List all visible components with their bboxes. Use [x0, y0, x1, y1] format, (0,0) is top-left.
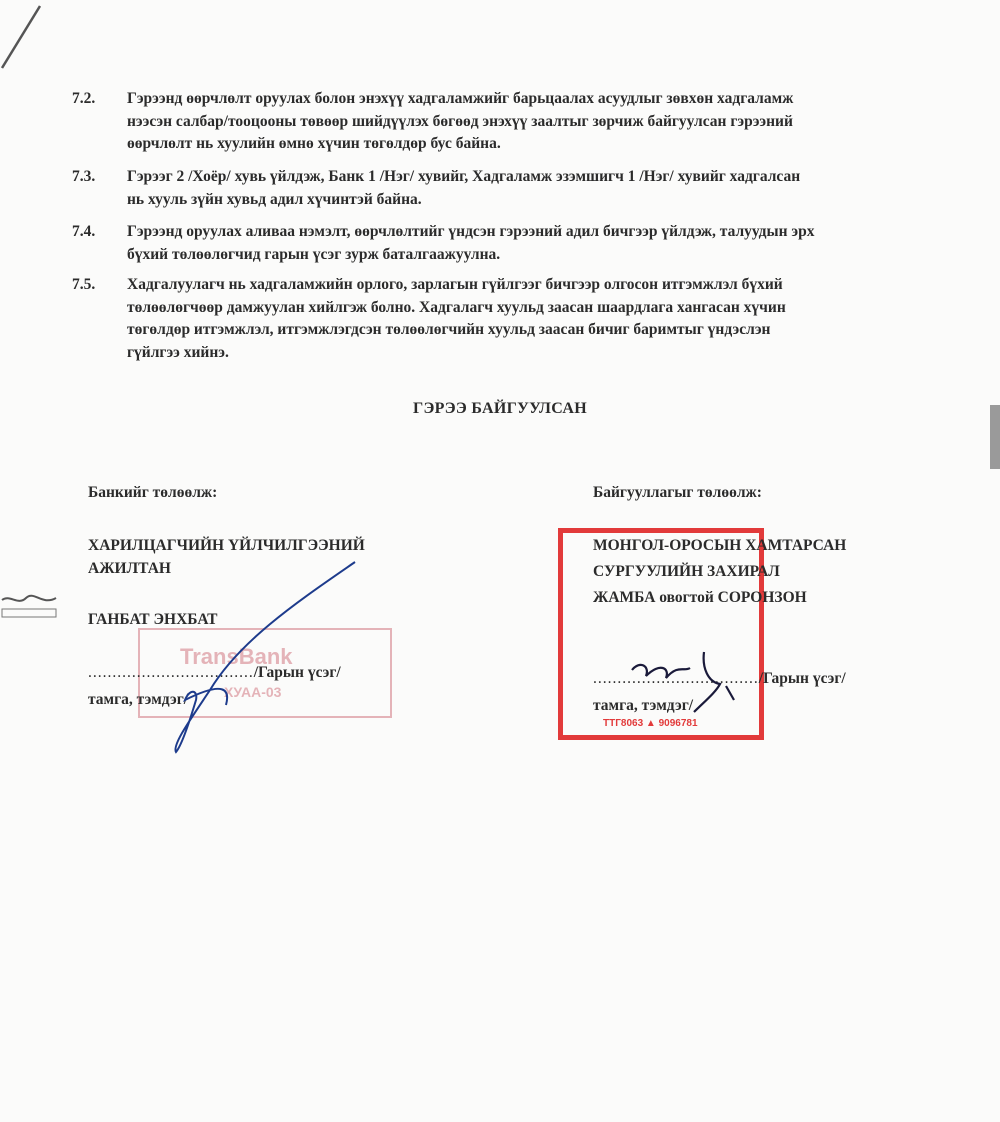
organization-name-line2: СУРГУУЛИЙН ЗАХИРАЛ: [593, 563, 780, 580]
bank-representative-label: Банкийг төлөөлж:: [88, 484, 218, 501]
bank-signature-label: /Гарын үсэг/: [253, 664, 341, 681]
clause-line: бүхий төлөөлөгчид гарын үсэг зурж баталгаажуулна.: [127, 245, 501, 263]
clause-line: Хадгалуулагч нь хадгаламжийн орлого, зарлагын гүйлгээг бичгээр олгосон итгэмжлэл бүхий: [127, 276, 783, 293]
page-fold-mark: [0, 0, 60, 80]
clause-line: Гэрээнд оруулах аливаа нэмэлт, өөрчлөлтийг үндсэн гэрээний адил бичгээр үйлдэж, талуудын эрх: [127, 223, 815, 240]
clause-line: төгөлдөр итгэмжлэл, итгэмжлэгдсэн төлөөлөгчийн хуульд заасан бичиг баримтыг үндэслэн: [127, 321, 771, 338]
bank-stamp-logo: TransBank: [180, 644, 293, 669]
bank-stamp-code: ХУАА-03: [224, 684, 282, 700]
clause-number: 7.5.: [72, 276, 96, 293]
clause-7-4: [72, 221, 962, 267]
organization-stamp-serial: ТТГ8063 ▲ 9096781: [603, 718, 698, 729]
clause-line: нь хууль зүйн хувьд адил хүчинтэй байна.: [127, 190, 422, 208]
clause-line: өөрчлөлт нь хуулийн өмнө хүчин төгөлдөр бус байна.: [127, 135, 501, 152]
bank-representative-name: ГАНБАТ ЭНХБАТ: [88, 611, 218, 628]
bank-seal-label: тамга, тэмдэг/: [88, 691, 189, 708]
clause-number: 7.2.: [72, 90, 96, 107]
clause-7-3: [72, 166, 962, 212]
organization-representative-label: Байгууллагыг төлөөлж:: [593, 484, 762, 501]
scroll-edge-indicator: [990, 405, 1000, 469]
clause-number: 7.4.: [72, 223, 96, 240]
organization-director-name: ЖАМБА овогтой СОРОНЗОН: [593, 589, 807, 606]
partial-logo-icon: [0, 592, 60, 622]
clause-line: нээсэн салбар/тооцооны төвөөр шийдүүлэх бөгөөд энэхүү заалтыг зөрчиж байгуулсан гэрээний: [127, 112, 793, 130]
organization-signature-label: /Гарын үсэг/: [758, 670, 846, 687]
clause-line: Гэрээг 2 /Хоёр/ хувь үйлдэж, Банк 1 /Нэг/ хувийг, Хадгаламж эзэмшигч 1 /Нэг/ хувийг хадгалсан: [127, 168, 801, 185]
bank-position-line1: ХАРИЛЦАГЧИЙН ҮЙЛЧИЛГЭЭНИЙ: [88, 537, 365, 554]
organization-seal-label: тамга, тэмдэг/: [593, 697, 694, 714]
bank-signature-line: ..................................: [88, 664, 254, 681]
clause-number: 7.3.: [72, 168, 96, 185]
clause-7-5: [72, 274, 962, 366]
clause-7-2: [72, 88, 962, 158]
signing-heading: ГЭРЭЭ БАЙГУУЛСАН: [413, 400, 587, 417]
clause-line: Гэрээнд өөрчлөлт оруулах болон энэхүү хадгаламжийг барьцаалах асуудлыг зөвхөн хадгаламж: [127, 90, 794, 107]
organization-signature-line: ..................................: [593, 670, 759, 687]
clause-line: гүйлгээ хийнэ.: [127, 343, 229, 361]
organization-name-line1: МОНГОЛ-ОРОСЫН ХАМТАРСАН: [593, 537, 847, 554]
bank-position-line2: АЖИЛТАН: [88, 560, 171, 577]
clause-line: төлөөлөгчөөр дамжуулан хийлгэж болно. Хадгалагч хуульд заасан шаардлага хангасан хүчин: [127, 298, 786, 316]
